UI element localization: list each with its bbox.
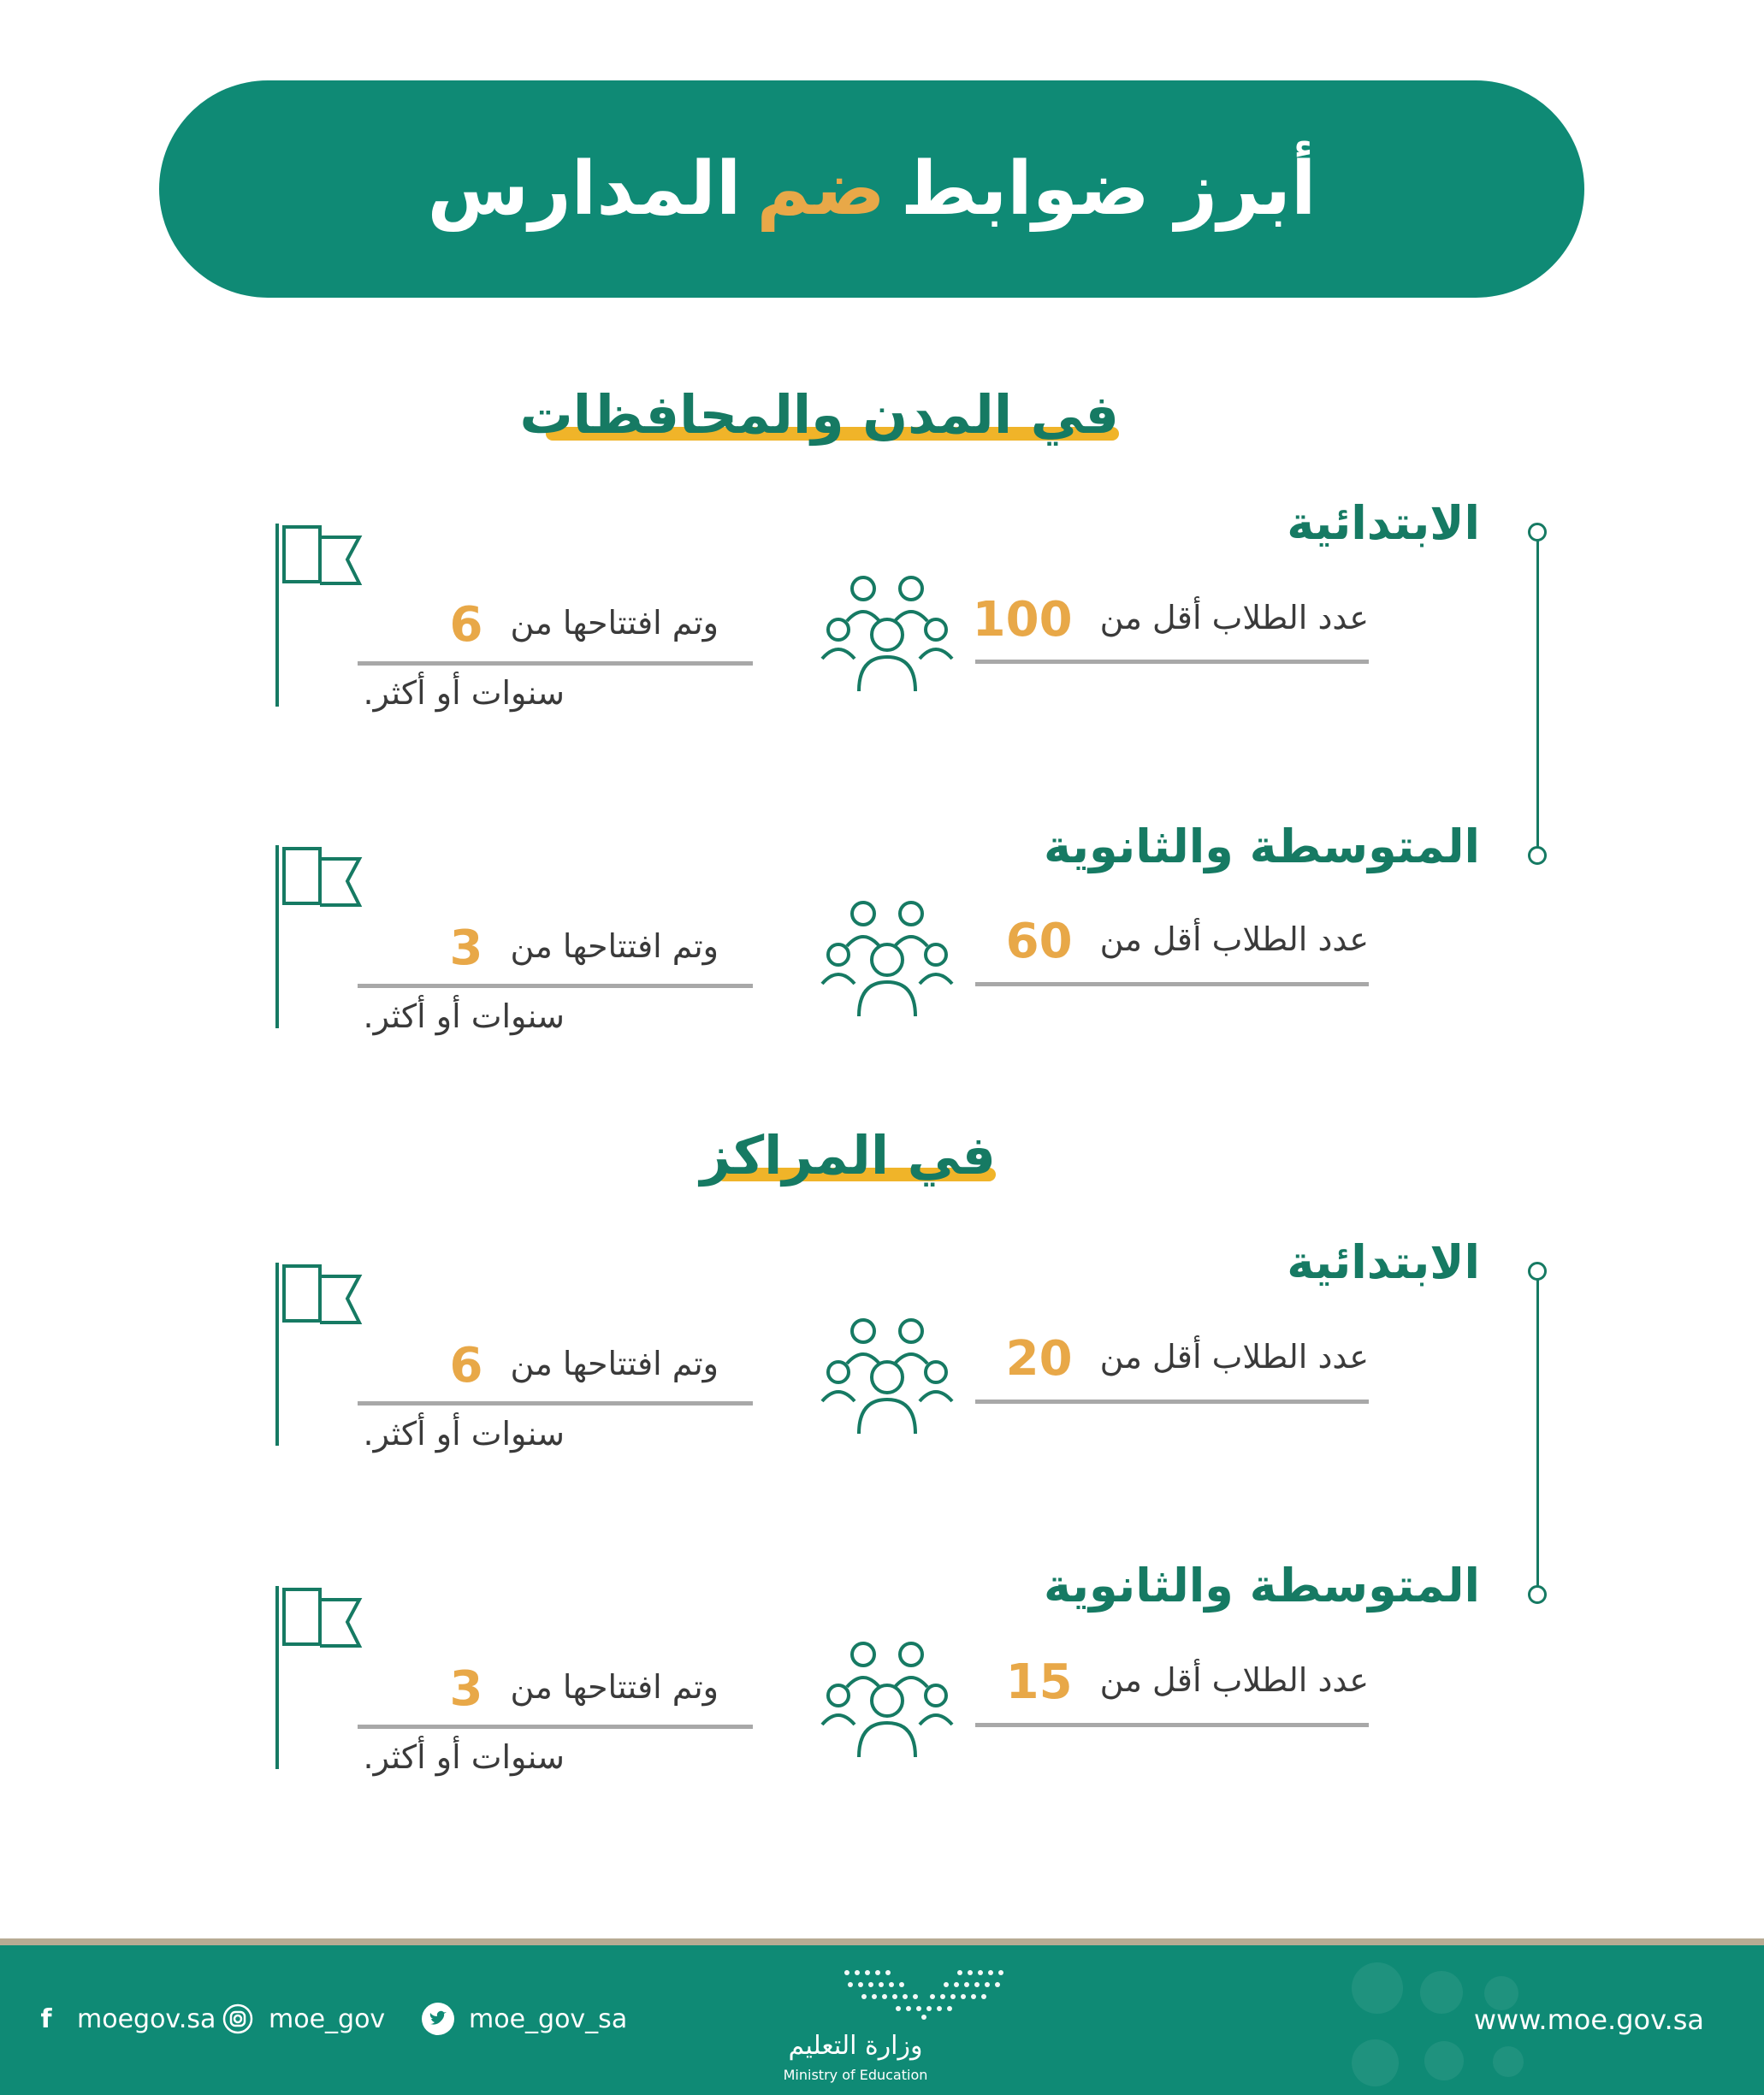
opened-value: 6	[449, 1338, 483, 1394]
social-facebook[interactable]	[29, 2002, 216, 2036]
timeline-line	[1536, 531, 1539, 855]
opened-criterion	[359, 597, 719, 653]
students-value: 100	[972, 592, 1073, 648]
opened-suffix: سنوات أو أكثر.	[363, 1415, 565, 1453]
group-of-people-icon	[820, 897, 955, 1020]
opened-suffix: سنوات أو أكثر.	[363, 997, 565, 1035]
section-heading-text: في المراكز	[700, 1124, 996, 1187]
opened-criterion	[359, 1338, 719, 1394]
students-label: عدد الطلاب أقل من	[1099, 1338, 1369, 1376]
ministry-name-en: Ministry of Education	[783, 2067, 928, 2083]
students-criterion	[975, 914, 1369, 969]
title-accent: ضم	[756, 146, 885, 232]
opened-label: وتم افتتاحها من	[510, 1345, 719, 1382]
level-title: المتوسطة والثانوية	[1044, 820, 1480, 873]
opened-criterion	[359, 1661, 719, 1717]
divider	[975, 982, 1369, 986]
decorative-dot	[1493, 2046, 1524, 2077]
instagram-handle: moe_gov	[269, 2003, 386, 2034]
divider	[975, 1400, 1369, 1404]
facebook-icon: f	[40, 2003, 52, 2034]
opened-suffix: سنوات أو أكثر.	[363, 674, 565, 712]
timeline-dot	[1528, 1262, 1547, 1281]
opened-value: 3	[449, 1661, 483, 1717]
group-of-people-icon	[820, 571, 955, 695]
page-title	[159, 80, 1584, 298]
divider	[358, 1725, 753, 1729]
footer	[0, 1945, 1764, 2095]
divider	[358, 661, 753, 666]
decorative-dot	[1352, 2039, 1399, 2086]
students-criterion	[975, 1331, 1369, 1387]
students-label: عدد الطلاب أقل من	[1099, 1661, 1369, 1699]
social-twitter[interactable]	[421, 2002, 627, 2036]
divider	[975, 1723, 1369, 1727]
footer-divider	[0, 1938, 1764, 1945]
decorative-dot	[1424, 2041, 1464, 2080]
ministry-logo-icon	[838, 1962, 1009, 2022]
twitter-handle: moe_gov_sa	[469, 2003, 628, 2034]
title-start: أبرز ضوابط	[900, 146, 1317, 232]
title-end: المدارس	[427, 146, 742, 232]
timeline-dot	[1528, 523, 1547, 542]
students-value: 20	[1005, 1331, 1073, 1387]
section-heading-cities	[519, 383, 1119, 446]
opened-value: 3	[449, 920, 483, 976]
level-title: الابتدائية	[1287, 496, 1480, 550]
students-value: 60	[1005, 914, 1073, 969]
students-value: 15	[1005, 1654, 1073, 1710]
opened-criterion	[359, 920, 719, 976]
level-title: المتوسطة والثانوية	[1044, 1559, 1480, 1613]
twitter-icon	[421, 2002, 455, 2036]
section-heading-centers	[700, 1124, 996, 1187]
instagram-icon	[221, 2002, 255, 2036]
timeline-dot	[1528, 1585, 1547, 1604]
level-title: الابتدائية	[1287, 1235, 1480, 1289]
timeline-dot	[1528, 846, 1547, 865]
opened-label: وتم افتتاحها من	[510, 927, 719, 965]
students-label: عدد الطلاب أقل من	[1099, 599, 1369, 636]
opened-suffix: سنوات أو أكثر.	[363, 1738, 565, 1776]
decorative-dot	[1420, 1971, 1463, 2014]
decorative-dot	[1352, 1962, 1403, 2014]
divider	[975, 660, 1369, 664]
opened-label: وتم افتتاحها من	[510, 604, 719, 642]
ministry-name-ar: وزارة التعليم	[788, 2031, 923, 2061]
opened-label: وتم افتتاحها من	[510, 1668, 719, 1706]
social-instagram[interactable]	[221, 2002, 385, 2036]
section-heading-text: في المدن والمحافظات	[519, 383, 1119, 446]
facebook-handle: moegov.sa	[77, 2003, 216, 2034]
opened-value: 6	[449, 597, 483, 653]
students-criterion	[972, 592, 1369, 648]
divider	[358, 1401, 753, 1406]
students-criterion	[975, 1654, 1369, 1710]
group-of-people-icon	[820, 1314, 955, 1437]
timeline-line	[1536, 1270, 1539, 1594]
website-link[interactable]: www.moe.gov.sa	[1473, 2003, 1704, 2036]
group-of-people-icon	[820, 1637, 955, 1761]
students-label: عدد الطلاب أقل من	[1099, 920, 1369, 958]
divider	[358, 984, 753, 988]
